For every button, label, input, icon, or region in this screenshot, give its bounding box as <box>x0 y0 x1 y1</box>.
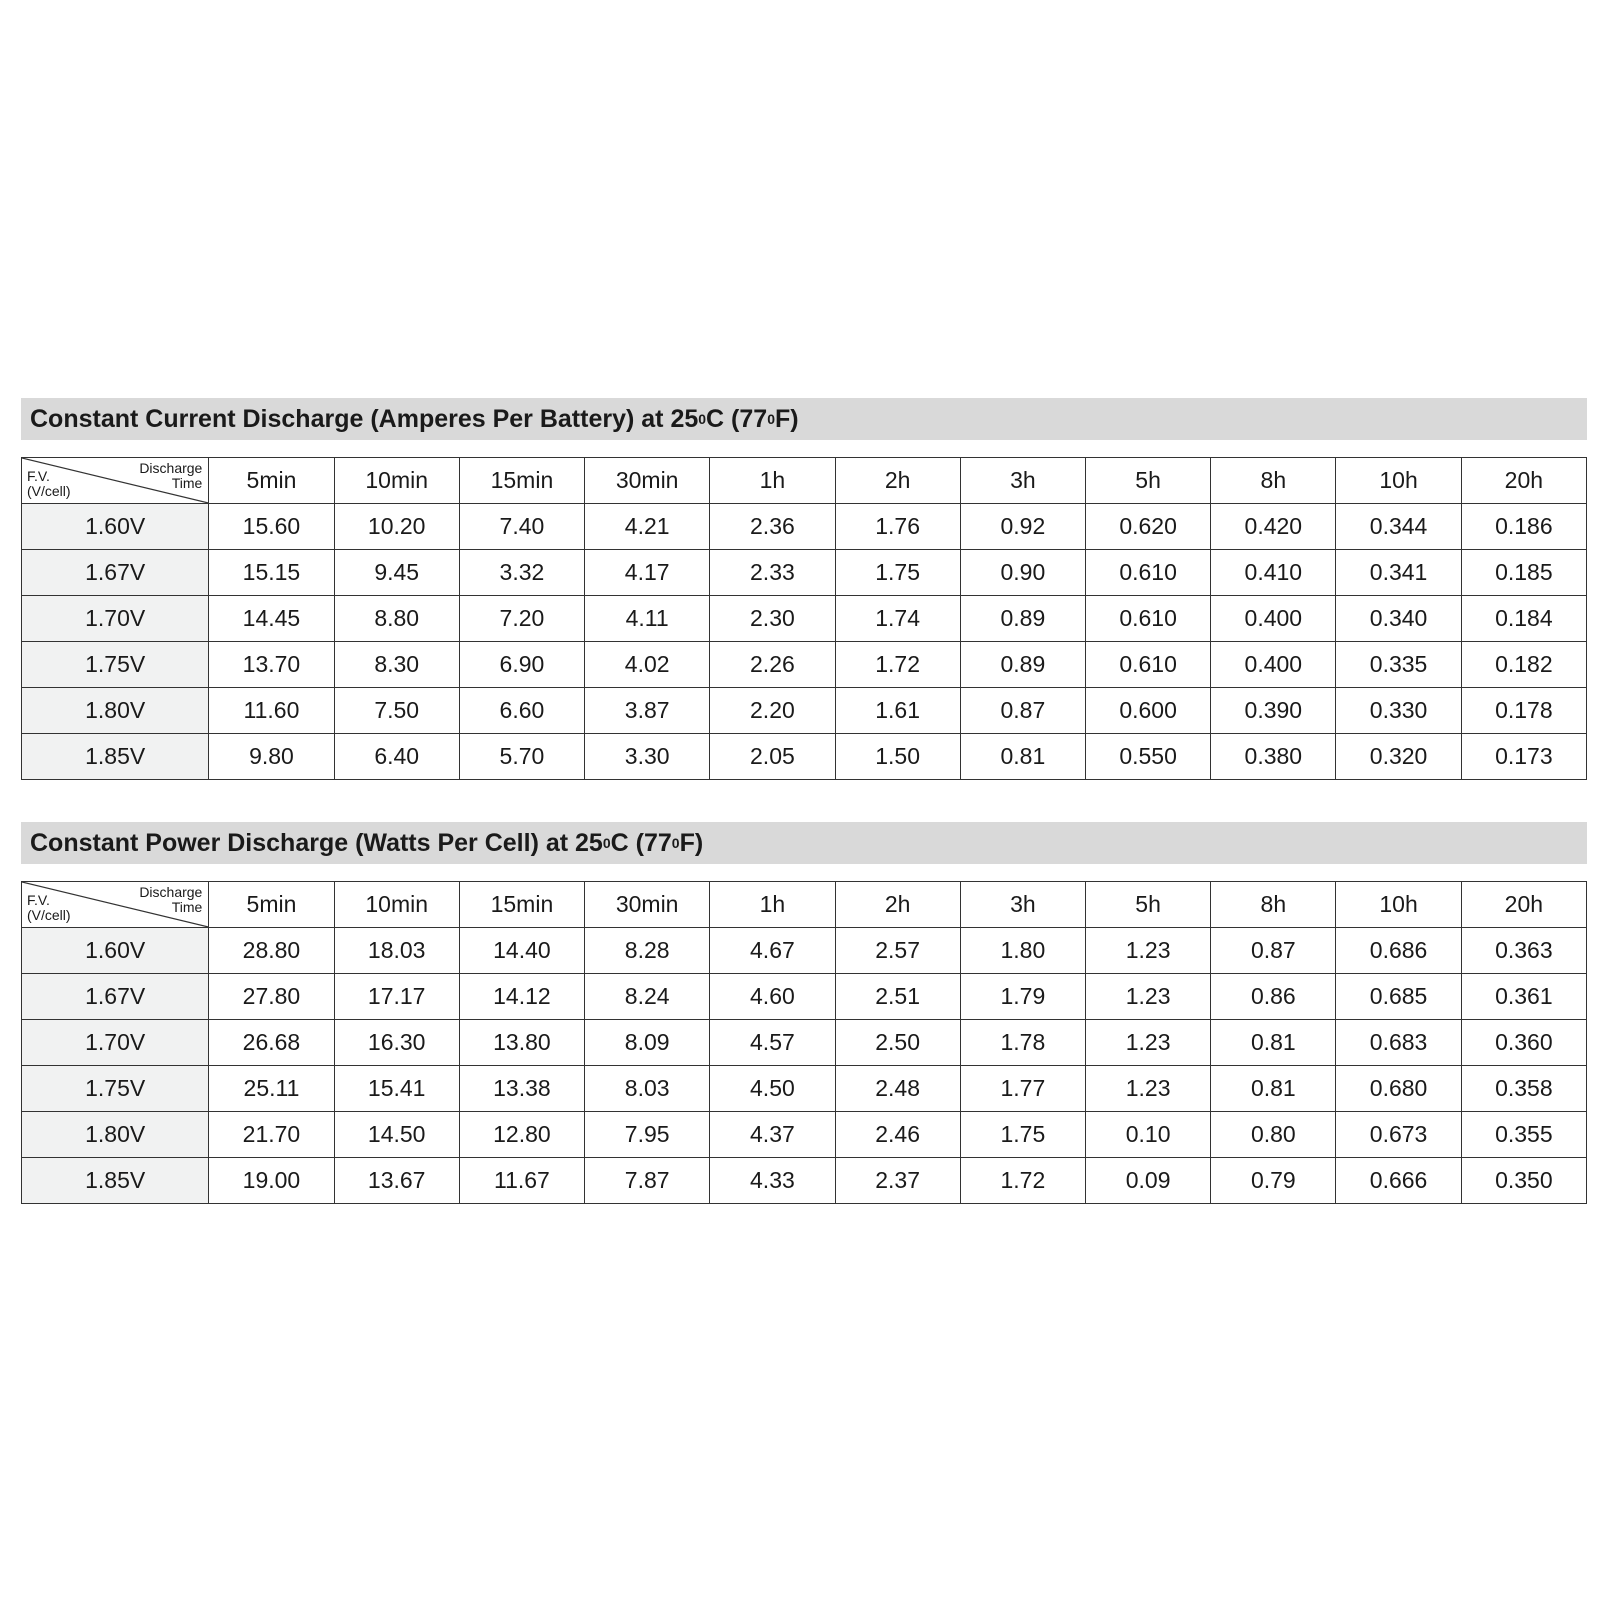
discharge-time-label <box>139 885 202 915</box>
value-cell: 1.72 <box>835 642 960 688</box>
value-cell: 8.03 <box>585 1066 710 1112</box>
value-cell: 4.50 <box>710 1066 835 1112</box>
value-cell: 0.81 <box>960 734 1085 780</box>
column-header: 1h <box>710 458 835 504</box>
fv-label <box>27 893 71 923</box>
value-cell: 0.87 <box>960 688 1085 734</box>
value-cell: 7.95 <box>585 1112 710 1158</box>
value-cell: 2.51 <box>835 974 960 1020</box>
value-cell: 4.67 <box>710 928 835 974</box>
value-cell: 0.09 <box>1085 1158 1210 1204</box>
value-cell: 9.80 <box>209 734 334 780</box>
value-cell: 21.70 <box>209 1112 334 1158</box>
label-line: Time <box>171 899 203 915</box>
fv-cell: 1.75V <box>22 642 209 688</box>
value-cell: 0.390 <box>1211 688 1336 734</box>
value-cell: 1.75 <box>960 1112 1085 1158</box>
value-cell: 0.355 <box>1461 1112 1586 1158</box>
value-cell: 0.420 <box>1211 504 1336 550</box>
value-cell: 1.80 <box>960 928 1085 974</box>
value-cell: 15.60 <box>209 504 334 550</box>
power-discharge-title <box>21 822 1587 864</box>
value-cell: 4.57 <box>710 1020 835 1066</box>
value-cell: 14.50 <box>334 1112 459 1158</box>
column-header: 5min <box>209 458 334 504</box>
fv-cell: 1.85V <box>22 1158 209 1204</box>
value-cell: 2.30 <box>710 596 835 642</box>
header-row <box>22 458 1587 504</box>
value-cell: 0.341 <box>1336 550 1461 596</box>
value-cell: 0.380 <box>1211 734 1336 780</box>
fv-cell: 1.70V <box>22 1020 209 1066</box>
column-header: 10h <box>1336 882 1461 928</box>
value-cell: 0.330 <box>1336 688 1461 734</box>
fv-cell: 1.75V <box>22 1066 209 1112</box>
value-cell: 2.05 <box>710 734 835 780</box>
value-cell: 13.80 <box>459 1020 584 1066</box>
fv-cell: 1.67V <box>22 974 209 1020</box>
value-cell: 4.21 <box>585 504 710 550</box>
column-header: 2h <box>835 882 960 928</box>
value-cell: 0.86 <box>1211 974 1336 1020</box>
value-cell: 28.80 <box>209 928 334 974</box>
value-cell: 14.45 <box>209 596 334 642</box>
table-row <box>22 1158 1587 1204</box>
value-cell: 1.74 <box>835 596 960 642</box>
title-text: C (77 <box>706 404 768 433</box>
value-cell: 2.46 <box>835 1112 960 1158</box>
current-discharge-table <box>21 457 1587 780</box>
value-cell: 4.11 <box>585 596 710 642</box>
value-cell: 13.38 <box>459 1066 584 1112</box>
value-cell: 3.30 <box>585 734 710 780</box>
value-cell: 1.78 <box>960 1020 1085 1066</box>
value-cell: 1.23 <box>1085 1020 1210 1066</box>
value-cell: 18.03 <box>334 928 459 974</box>
value-cell: 0.361 <box>1461 974 1586 1020</box>
column-header: 3h <box>960 882 1085 928</box>
value-cell: 0.410 <box>1211 550 1336 596</box>
value-cell: 7.20 <box>459 596 584 642</box>
label-line: (V/cell) <box>27 483 71 499</box>
title-text: C (77 <box>610 828 672 857</box>
value-cell: 2.37 <box>835 1158 960 1204</box>
column-header: 2h <box>835 458 960 504</box>
current-discharge-section <box>21 398 1587 780</box>
fv-label <box>27 469 71 499</box>
value-cell: 2.36 <box>710 504 835 550</box>
fv-cell: 1.70V <box>22 596 209 642</box>
discharge-time-label <box>139 461 202 491</box>
value-cell: 4.37 <box>710 1112 835 1158</box>
value-cell: 0.358 <box>1461 1066 1586 1112</box>
value-cell: 16.30 <box>334 1020 459 1066</box>
value-cell: 0.89 <box>960 642 1085 688</box>
value-cell: 0.620 <box>1085 504 1210 550</box>
degree-mark: 0 <box>602 835 611 851</box>
title-text: Constant Current Discharge (Amperes Per Battery) at 25 <box>30 404 699 433</box>
corner-header-cell <box>22 882 209 928</box>
table-row <box>22 734 1587 780</box>
column-header: 20h <box>1461 458 1586 504</box>
fv-cell: 1.67V <box>22 550 209 596</box>
value-cell: 1.72 <box>960 1158 1085 1204</box>
value-cell: 0.186 <box>1461 504 1586 550</box>
label-line: (V/cell) <box>27 907 71 923</box>
value-cell: 0.81 <box>1211 1066 1336 1112</box>
column-header: 5h <box>1085 458 1210 504</box>
value-cell: 8.24 <box>585 974 710 1020</box>
value-cell: 13.70 <box>209 642 334 688</box>
value-cell: 6.40 <box>334 734 459 780</box>
value-cell: 14.40 <box>459 928 584 974</box>
value-cell: 0.92 <box>960 504 1085 550</box>
value-cell: 0.173 <box>1461 734 1586 780</box>
value-cell: 7.87 <box>585 1158 710 1204</box>
value-cell: 15.41 <box>334 1066 459 1112</box>
value-cell: 5.70 <box>459 734 584 780</box>
table-row <box>22 642 1587 688</box>
value-cell: 12.80 <box>459 1112 584 1158</box>
value-cell: 14.12 <box>459 974 584 1020</box>
fv-cell: 1.60V <box>22 504 209 550</box>
value-cell: 0.673 <box>1336 1112 1461 1158</box>
column-header: 5min <box>209 882 334 928</box>
value-cell: 0.90 <box>960 550 1085 596</box>
current-discharge-title <box>21 398 1587 440</box>
title-text: F) <box>774 404 799 433</box>
value-cell: 0.666 <box>1336 1158 1461 1204</box>
column-header: 1h <box>710 882 835 928</box>
value-cell: 27.80 <box>209 974 334 1020</box>
value-cell: 25.11 <box>209 1066 334 1112</box>
value-cell: 0.363 <box>1461 928 1586 974</box>
value-cell: 8.28 <box>585 928 710 974</box>
value-cell: 0.400 <box>1211 596 1336 642</box>
label-line: Discharge <box>139 460 203 476</box>
column-header: 3h <box>960 458 1085 504</box>
table-row <box>22 1066 1587 1112</box>
column-header: 10min <box>334 882 459 928</box>
value-cell: 0.550 <box>1085 734 1210 780</box>
table-body <box>22 504 1587 780</box>
value-cell: 4.02 <box>585 642 710 688</box>
value-cell: 1.23 <box>1085 928 1210 974</box>
value-cell: 0.610 <box>1085 596 1210 642</box>
power-discharge-table <box>21 881 1587 1204</box>
value-cell: 0.178 <box>1461 688 1586 734</box>
value-cell: 1.50 <box>835 734 960 780</box>
value-cell: 2.50 <box>835 1020 960 1066</box>
fv-cell: 1.80V <box>22 1112 209 1158</box>
column-header: 15min <box>459 882 584 928</box>
value-cell: 4.33 <box>710 1158 835 1204</box>
value-cell: 10.20 <box>334 504 459 550</box>
value-cell: 4.60 <box>710 974 835 1020</box>
value-cell: 0.400 <box>1211 642 1336 688</box>
value-cell: 2.57 <box>835 928 960 974</box>
value-cell: 0.685 <box>1336 974 1461 1020</box>
value-cell: 8.80 <box>334 596 459 642</box>
value-cell: 0.10 <box>1085 1112 1210 1158</box>
title-text: F) <box>679 828 704 857</box>
value-cell: 11.60 <box>209 688 334 734</box>
value-cell: 17.17 <box>334 974 459 1020</box>
value-cell: 0.344 <box>1336 504 1461 550</box>
title-text: Constant Power Discharge (Watts Per Cell) at 25 <box>30 828 603 857</box>
table-row <box>22 1112 1587 1158</box>
value-cell: 0.683 <box>1336 1020 1461 1066</box>
value-cell: 0.610 <box>1085 642 1210 688</box>
value-cell: 26.68 <box>209 1020 334 1066</box>
table-row <box>22 550 1587 596</box>
table-row <box>22 504 1587 550</box>
header-row <box>22 882 1587 928</box>
column-header: 30min <box>585 882 710 928</box>
value-cell: 8.30 <box>334 642 459 688</box>
value-cell: 3.87 <box>585 688 710 734</box>
column-header: 10h <box>1336 458 1461 504</box>
column-header: 30min <box>585 458 710 504</box>
label-line: F.V. <box>27 468 50 484</box>
value-cell: 2.33 <box>710 550 835 596</box>
table-row <box>22 928 1587 974</box>
value-cell: 0.81 <box>1211 1020 1336 1066</box>
column-header: 20h <box>1461 882 1586 928</box>
value-cell: 0.184 <box>1461 596 1586 642</box>
table-row <box>22 1020 1587 1066</box>
corner-header-cell <box>22 458 209 504</box>
column-header: 15min <box>459 458 584 504</box>
degree-mark: 0 <box>698 411 707 427</box>
fv-cell: 1.80V <box>22 688 209 734</box>
value-cell: 0.320 <box>1336 734 1461 780</box>
value-cell: 0.680 <box>1336 1066 1461 1112</box>
value-cell: 2.20 <box>710 688 835 734</box>
fv-cell: 1.60V <box>22 928 209 974</box>
value-cell: 0.89 <box>960 596 1085 642</box>
column-header: 10min <box>334 458 459 504</box>
value-cell: 2.48 <box>835 1066 960 1112</box>
value-cell: 19.00 <box>209 1158 334 1204</box>
fv-cell: 1.85V <box>22 734 209 780</box>
value-cell: 11.67 <box>459 1158 584 1204</box>
label-line: F.V. <box>27 892 50 908</box>
value-cell: 0.87 <box>1211 928 1336 974</box>
value-cell: 0.185 <box>1461 550 1586 596</box>
value-cell: 0.79 <box>1211 1158 1336 1204</box>
table-row <box>22 974 1587 1020</box>
label-line: Discharge <box>139 884 203 900</box>
table-row <box>22 596 1587 642</box>
value-cell: 0.350 <box>1461 1158 1586 1204</box>
value-cell: 1.23 <box>1085 974 1210 1020</box>
value-cell: 13.67 <box>334 1158 459 1204</box>
value-cell: 6.60 <box>459 688 584 734</box>
value-cell: 1.75 <box>835 550 960 596</box>
value-cell: 6.90 <box>459 642 584 688</box>
value-cell: 3.32 <box>459 550 584 596</box>
power-discharge-section <box>21 822 1587 1204</box>
value-cell: 8.09 <box>585 1020 710 1066</box>
value-cell: 0.610 <box>1085 550 1210 596</box>
value-cell: 7.40 <box>459 504 584 550</box>
value-cell: 0.80 <box>1211 1112 1336 1158</box>
value-cell: 0.686 <box>1336 928 1461 974</box>
degree-mark: 0 <box>671 835 680 851</box>
value-cell: 0.182 <box>1461 642 1586 688</box>
column-header: 8h <box>1211 882 1336 928</box>
label-line: Time <box>171 475 203 491</box>
value-cell: 1.23 <box>1085 1066 1210 1112</box>
value-cell: 1.76 <box>835 504 960 550</box>
table-body <box>22 928 1587 1204</box>
degree-mark: 0 <box>767 411 775 427</box>
value-cell: 0.360 <box>1461 1020 1586 1066</box>
value-cell: 2.26 <box>710 642 835 688</box>
value-cell: 7.50 <box>334 688 459 734</box>
value-cell: 0.600 <box>1085 688 1210 734</box>
table-row <box>22 688 1587 734</box>
value-cell: 0.340 <box>1336 596 1461 642</box>
column-header: 8h <box>1211 458 1336 504</box>
value-cell: 15.15 <box>209 550 334 596</box>
value-cell: 0.335 <box>1336 642 1461 688</box>
value-cell: 9.45 <box>334 550 459 596</box>
value-cell: 1.77 <box>960 1066 1085 1112</box>
value-cell: 4.17 <box>585 550 710 596</box>
column-header: 5h <box>1085 882 1210 928</box>
value-cell: 1.79 <box>960 974 1085 1020</box>
value-cell: 1.61 <box>835 688 960 734</box>
